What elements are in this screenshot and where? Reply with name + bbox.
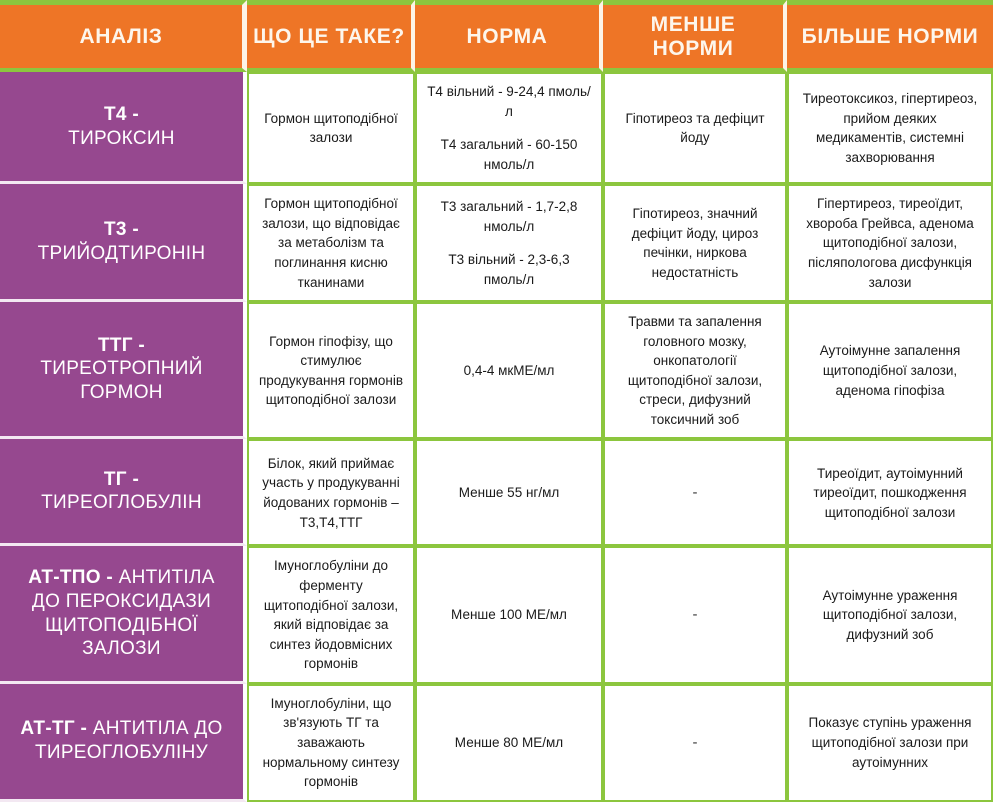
below-norm-cell <box>603 684 787 802</box>
below-norm-cell <box>603 184 787 302</box>
cell-paragraph: Т3 загальний - 1,7-2,8 нмоль/л <box>440 199 578 234</box>
cell-paragraph: Аутоімунне запалення щитоподібної залози, аденома гіпофіза <box>819 343 961 398</box>
analysis-name-cell <box>0 302 247 439</box>
cell-paragraph: - <box>692 733 698 751</box>
norm-value-cell <box>415 302 603 439</box>
what-is-it-cell <box>247 302 415 439</box>
cell-paragraph: Т3 вільний - 2,3-6,3 пмоль/л <box>448 252 570 287</box>
analysis-name-cell <box>0 684 247 802</box>
analysis-abbreviation: Т3 - <box>104 218 139 240</box>
table-row <box>0 302 993 439</box>
what-is-it-cell <box>247 184 415 302</box>
above-norm-cell <box>787 546 993 683</box>
cell-paragraph: Менше 55 нг/мл <box>458 485 560 501</box>
cell-paragraph: Менше 80 МЕ/мл <box>454 734 564 750</box>
cell-paragraph: Імуноглобуліни, що зв'язують ТГ та заважають нормальному синтезу гормонів <box>262 695 400 790</box>
analysis-full-name: ТРИЙОДТИРОНІН <box>37 242 206 264</box>
analysis-full-name: ТИРОКСИН <box>68 127 175 149</box>
analysis-full-name: АНТИТІЛА ДО ПЕРОКСИДАЗИ ЩИТОПОДІБНОЇ ЗАЛОЗИ <box>31 567 215 660</box>
cell-paragraph: Гормон гіпофізу, що стимулює продукування гормонів щитоподібної залози <box>258 333 404 408</box>
below-norm-cell <box>603 72 787 184</box>
table-row <box>0 546 993 683</box>
table-row <box>0 439 993 546</box>
cell-paragraph: Аутоімунне ураження щитоподібної залози, дифузний зоб <box>822 587 958 642</box>
column-header-norm: НОРМА <box>415 0 603 72</box>
table-row <box>0 684 993 802</box>
above-norm-cell <box>787 439 993 546</box>
analysis-abbreviation: Т4 - <box>104 103 139 125</box>
analysis-name-cell <box>0 439 247 546</box>
cell-paragraph: Імуноглобуліни до ферменту щитоподібної залози, який відповідає за синтез йодовмісних гормонів <box>263 558 399 672</box>
analysis-abbreviation: АТ-ТПО - <box>28 567 114 589</box>
below-norm-cell <box>603 439 787 546</box>
analysis-full-name: АНТИТІЛА ДО ТИРЕОГЛОБУЛІНУ <box>34 718 223 764</box>
norm-value-cell <box>415 684 603 802</box>
norm-value-cell <box>415 72 603 184</box>
header-row <box>0 0 993 72</box>
analysis-full-name: ТИРЕОТРОПНИЙ ГОРМОН <box>40 358 203 404</box>
cell-paragraph: - <box>692 606 698 624</box>
cell-paragraph: 0,4-4 мкМЕ/мл <box>463 362 555 378</box>
cell-paragraph: Т4 загальний - 60-150 нмоль/л <box>440 137 578 172</box>
cell-paragraph: Показує ступінь ураження щитоподібної залози при аутоімунних <box>808 715 972 770</box>
what-is-it-cell <box>247 72 415 184</box>
norm-value-cell <box>415 439 603 546</box>
column-header-analysis: АНАЛІЗ <box>0 0 247 72</box>
norm-value-cell <box>415 184 603 302</box>
table-row <box>0 184 993 302</box>
cell-paragraph: Менше 100 МЕ/мл <box>451 607 567 623</box>
column-header-what-is-it: ЩО ЦЕ ТАКЕ? <box>247 0 415 72</box>
what-is-it-cell <box>247 684 415 802</box>
cell-paragraph: Гіпотиреоз, значний дефіцит йоду, цироз печінки, ниркова недостатність <box>631 206 759 280</box>
cell-paragraph: Гормон щитоподібної залози <box>264 110 398 146</box>
cell-paragraph: - <box>692 484 698 502</box>
above-norm-cell <box>787 684 993 802</box>
cell-paragraph: Білок, який приймає участь у продукуванні йодованих гормонів – Т3,Т4,ТТГ <box>262 455 400 530</box>
cell-paragraph: Тиреотоксикоз, гіпертиреоз, прийом деяких медикаментів, системні захворювання <box>802 91 978 165</box>
table-body <box>0 72 993 802</box>
analysis-name-cell <box>0 546 247 683</box>
cell-paragraph: Т4 вільний - 9-24,4 пмоль/л <box>427 84 591 119</box>
analysis-abbreviation: АТ-ТГ - <box>20 718 88 740</box>
cell-paragraph: Тиреоїдит, аутоімунний тиреоїдит, пошкодження щитоподібної залози <box>813 465 967 520</box>
below-norm-cell <box>603 302 787 439</box>
column-header-below-norm: МЕНШЕ НОРМИ <box>603 0 787 72</box>
analysis-name-cell <box>0 72 247 184</box>
cell-paragraph: Травми та запалення головного мозку, онкопатології щитоподібної залози, стреси, дифузний токсичний зоб <box>627 314 763 427</box>
what-is-it-cell <box>247 439 415 546</box>
above-norm-cell <box>787 302 993 439</box>
below-norm-cell <box>603 546 787 683</box>
above-norm-cell <box>787 72 993 184</box>
norm-value-cell <box>415 546 603 683</box>
analysis-full-name: ТИРЕОГЛОБУЛІН <box>41 492 202 514</box>
table-header <box>0 0 993 72</box>
analysis-abbreviation: ТТГ - <box>97 334 146 356</box>
analysis-abbreviation: ТГ - <box>103 468 140 490</box>
analysis-name-cell <box>0 184 247 302</box>
what-is-it-cell <box>247 546 415 683</box>
cell-paragraph: Гіпотиреоз та дефіцит йоду <box>625 110 765 146</box>
above-norm-cell <box>787 184 993 302</box>
column-header-above-norm: БІЛЬШЕ НОРМИ <box>787 0 993 72</box>
cell-paragraph: Гормон щитоподібної залози, що відповідає за метаболізм та поглинання кисню тканинами <box>262 196 400 290</box>
table-row <box>0 72 993 184</box>
cell-paragraph: Гіпертиреоз, тиреоїдит, хвороба Грейвса, аденома щитоподібної залози, післяпологова дисфункція залози <box>806 196 974 290</box>
